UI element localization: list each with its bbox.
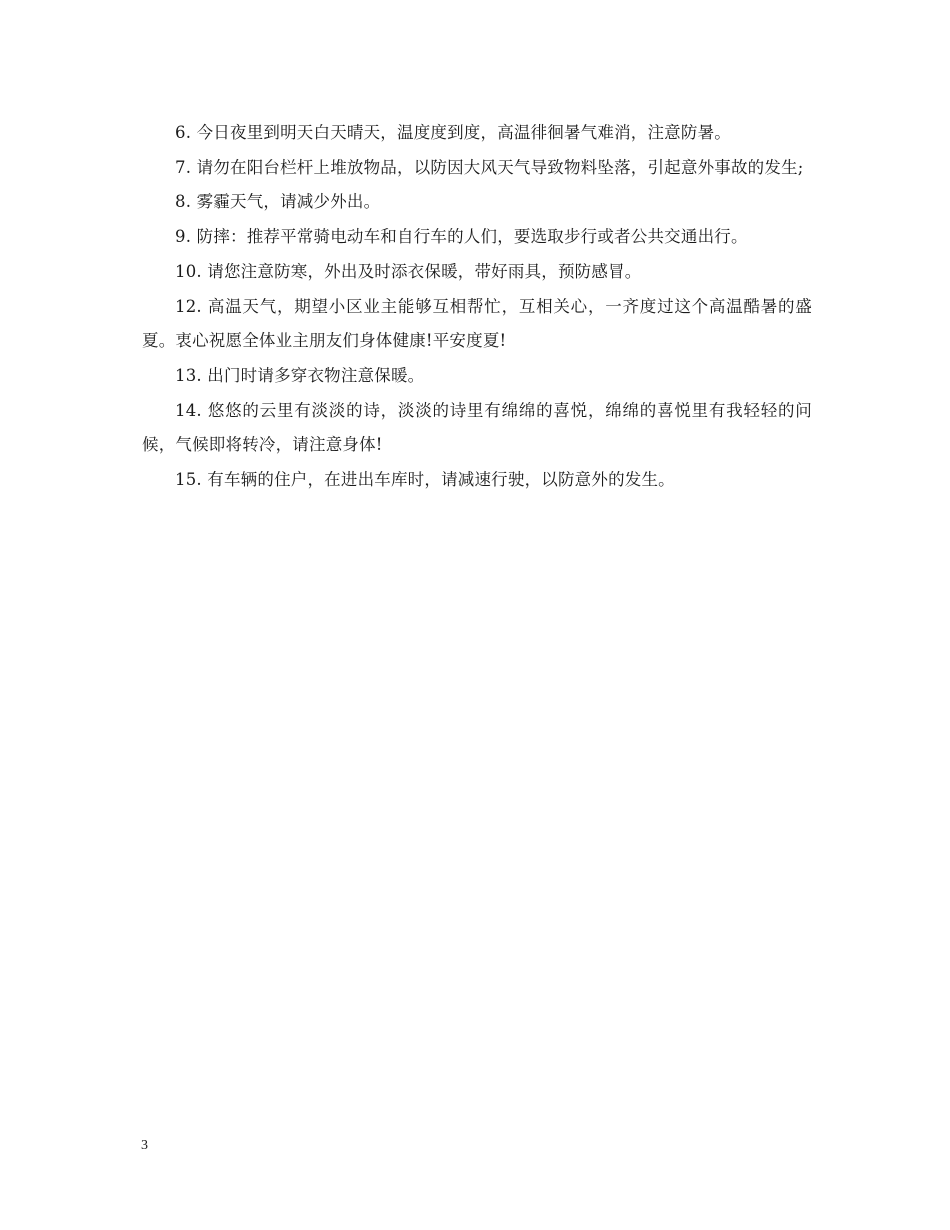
paragraph-10: 10. 请您注意防寒，外出及时添衣保暖，带好雨具，预防感冒。 [175,261,642,281]
paragraph-9: 9. 防摔：推荐平常骑电动车和自行车的人们，要选取步行或者公共交通出行。 [175,227,748,247]
paragraph-13: 13. 出门时请多穿衣物注意保暖。 [175,365,425,385]
paragraph-6: 6. 今日夜里到明天白天晴天，温度度到度，高温徘徊暑气难消，注意防暑。 [175,123,731,142]
paragraph-12: 12. 高温天气，期望小区业主能够互相帮忙，互相关心，一齐度过这个高温酷暑的盛夏。衷心祝愿全体业主朋友们身体健康!平安度夏! [142,296,812,351]
paragraph-8: 8. 雾霾天气，请减少外出。 [175,192,381,212]
paragraph-14: 14. 悠悠的云里有淡淡的诗，淡淡的诗里有绵绵的喜悦，绵绵的喜悦里有我轻轻的问候，气候即将转冷，请注意身体! [142,400,812,455]
paragraph-15: 15. 有车辆的住户，在进出车库时，请减速行驶，以防意外的发生。 [175,470,675,490]
document-body [142,116,812,498]
page-number: 3 [141,1138,148,1153]
paragraph-7: 7. 请勿在阳台栏杆上堆放物品，以防因大风天气导致物料坠落，引起意外事故的发生; [175,157,804,177]
